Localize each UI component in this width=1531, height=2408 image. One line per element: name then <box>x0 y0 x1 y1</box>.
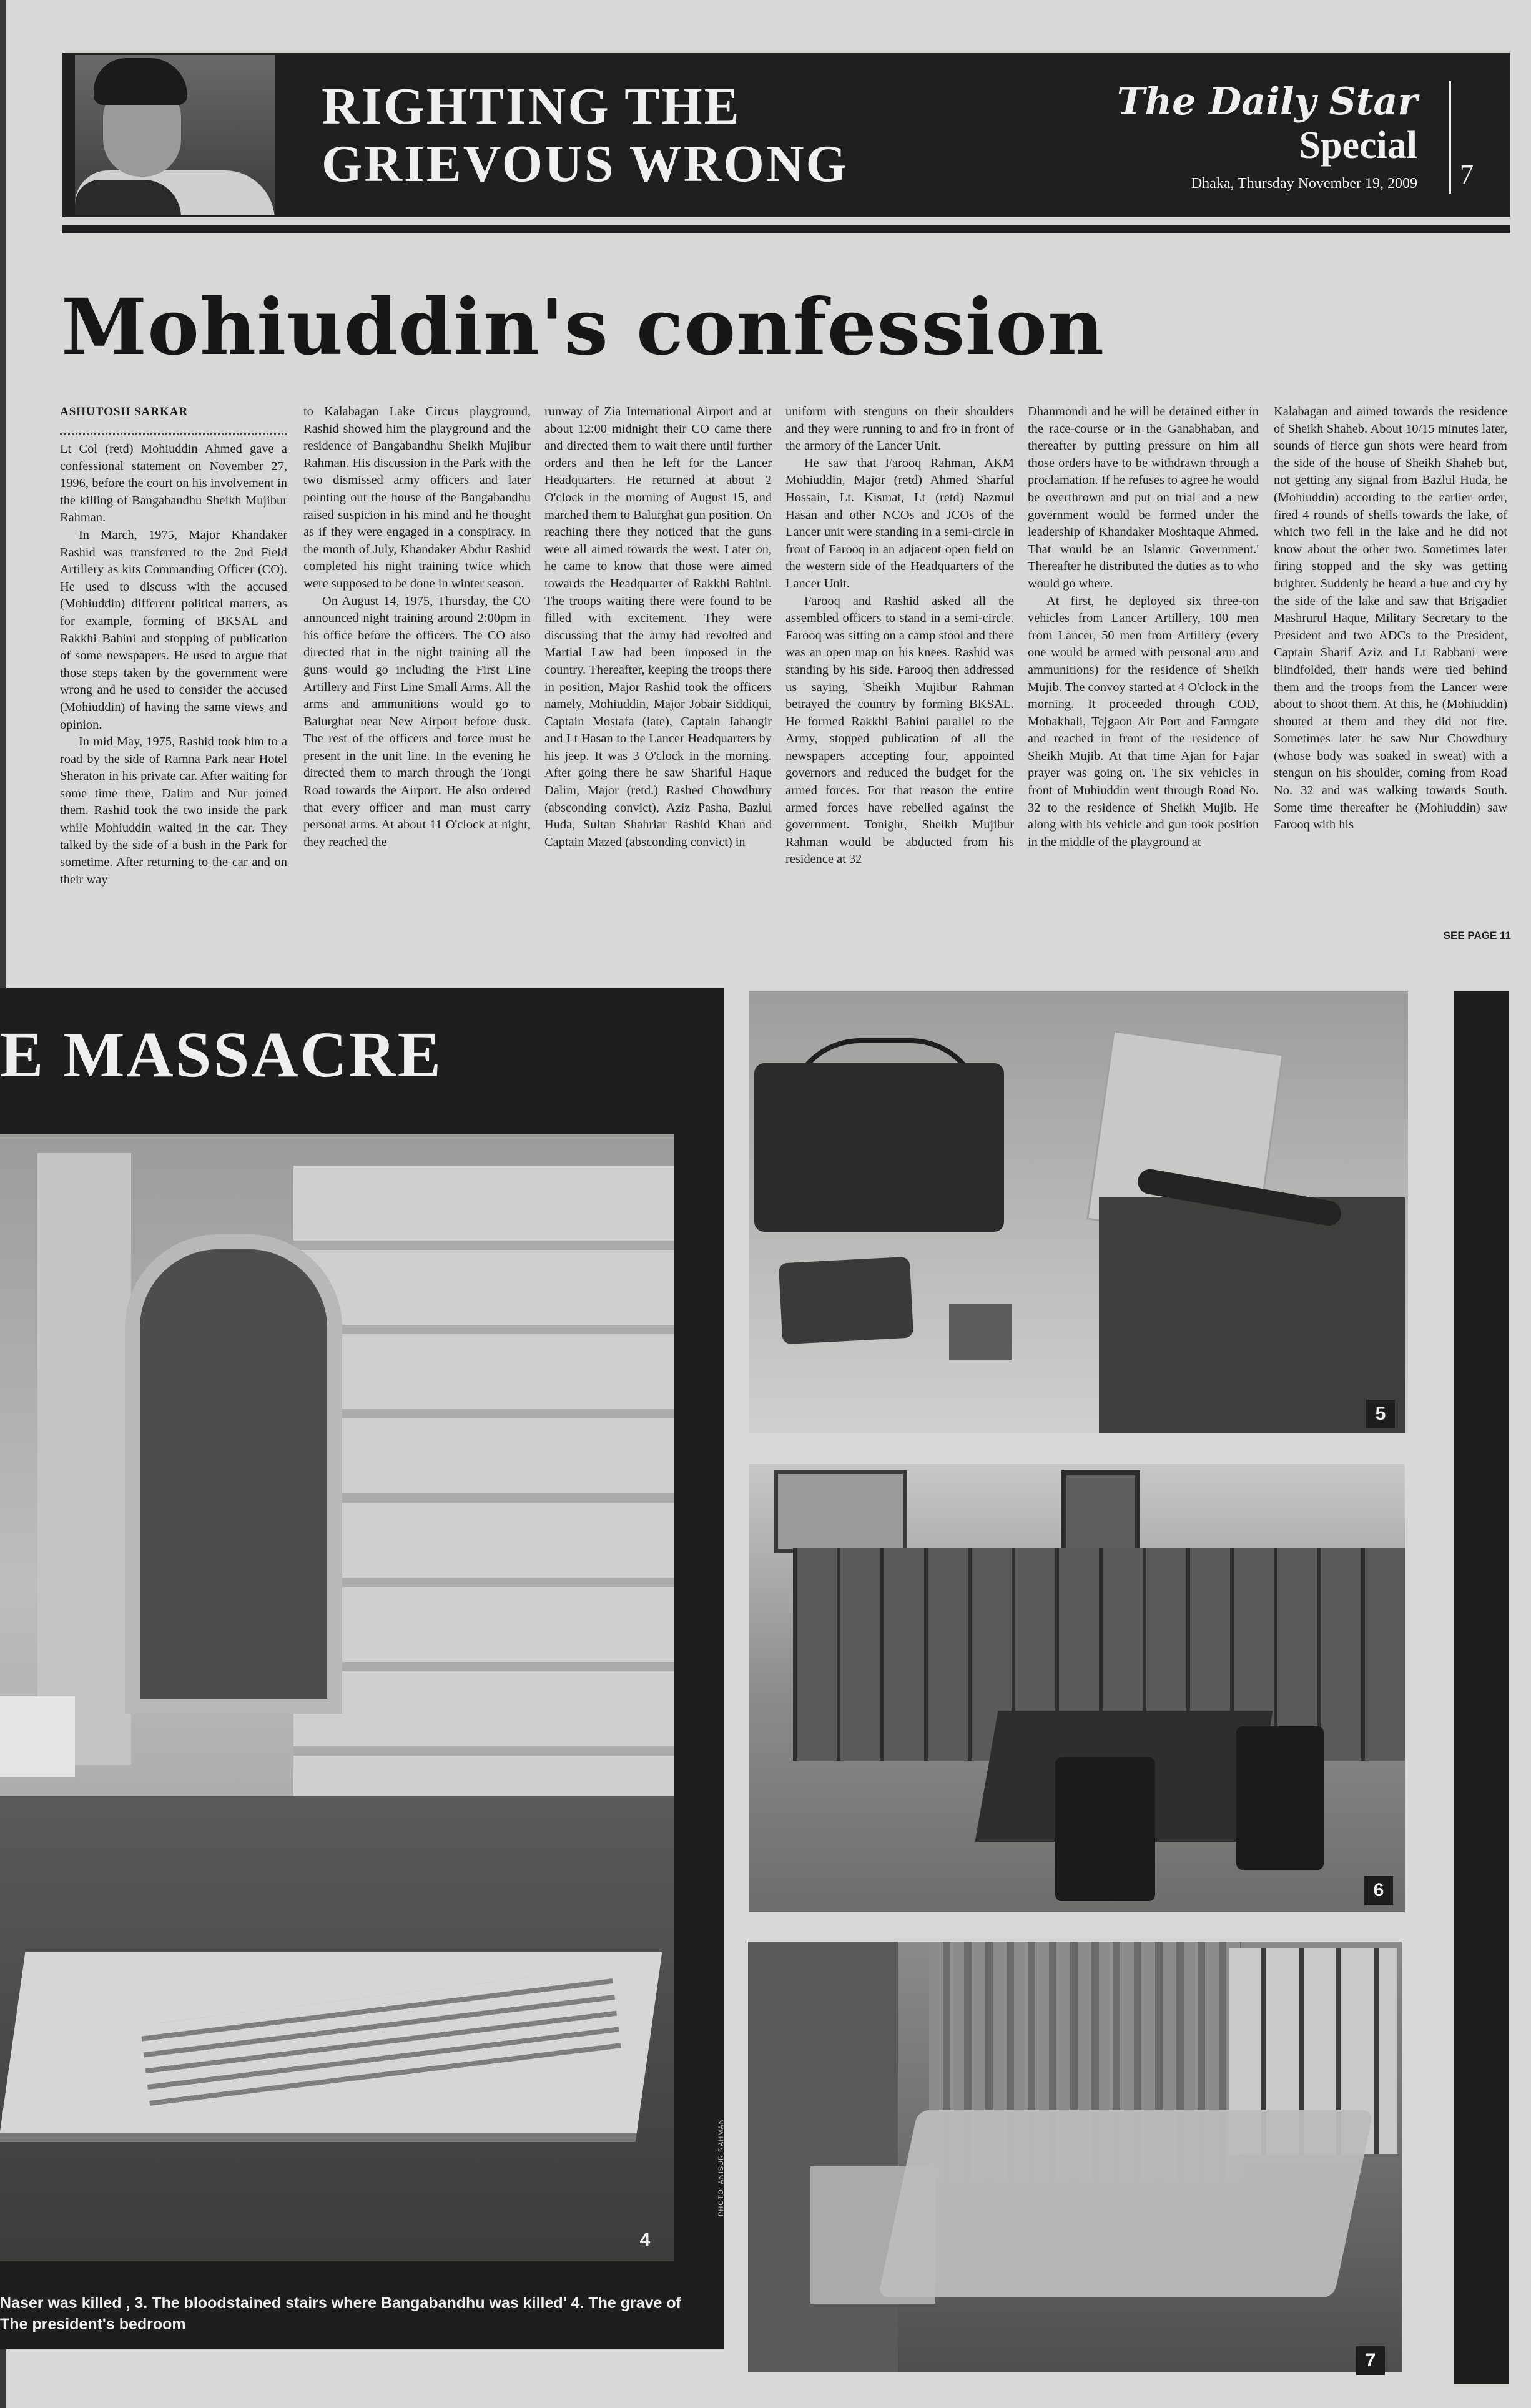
article-column-1 <box>60 441 287 946</box>
photo-number-4: 4 <box>639 2229 651 2250</box>
byline: ASHUTOSH SARKAR <box>60 405 189 418</box>
article-column-3 <box>544 403 772 946</box>
section-title-line-2: GRIEVOUS WRONG <box>322 135 849 193</box>
grave-photo <box>0 1134 674 2261</box>
photo-credit: PHOTO: ANISUR RAHMAN <box>717 2118 725 2216</box>
article-column-4 <box>785 403 1014 946</box>
right-dark-strip <box>1454 991 1509 2384</box>
photo-number-7: 7 <box>1356 2346 1385 2375</box>
portrait-photo <box>75 55 275 215</box>
paragraph: runway of Zia International Airport and at about 12:00 midnight their CO came there and directed them to wait there until further orders and then he left for the Lancer Headquarters. He returned at about 2 O'clock in the morning of August 15, and marched them to Balurghat gun position. On reaching there they noticed that the guns were all aimed towards the west. Later on, he came to know that those were aimed towards the Headquarter of Rakkhi Bahini. The troops waiting there were found to be filled with excitement. They were discussing that the army had revolted and Martial Law had been imposed in the country. Thereafter, keeping the troops there in position, Major Rashid took the officers namely, Mohiuddin, Major Jobair Siddiqui, Captain Mostafa (late), Captain Jahangir and Lt Hasan to the Lancer Headquarters by his jeep. It was 3 O'clock in the morning. After going there he saw Shariful Haque Dalim, Major (retd.) Rashed Chowdhury (absconding convict), Aziz Pasha, Bazlul Huda, Sultan Shahriar Rashid Khan and Captain Mazed (absconding convict) in <box>544 405 772 849</box>
belongings-photo <box>749 991 1408 1433</box>
photo-number-6: 6 <box>1364 1876 1393 1905</box>
brand-special: Special <box>1299 124 1417 167</box>
paragraph: Farooq and Rashid asked all the assembled officers to stand in a semi-circle. Farooq was sitting on a camp stool and there was an open map on his knees. Rashid was standing by his side. Farooq then addressed us saying, 'Sheikh Mujibur Rahman betrayed the country by forming BKSAL. He formed Rakkhi Bahini parallel to the Army, stopped publication of all the newspapers accepting four, appointed governors and reduced the budget for the armed forces. For that reason the entire armed forces have rebelled against the government. Tonight, Sheikh Mujibur Rahman would be abducted from his residence at 32 <box>785 594 1014 867</box>
photo-number-5: 5 <box>1366 1400 1395 1428</box>
paragraph: In March, 1975, Major Khandaker Rashid was transferred to the 2nd Field Artillery as kits Commanding Officer (CO). He used to discuss with the accused (Mohiuddin) different political matters, as for example, forming of BKSAL and Rakkhi Bahini and stopping of publication of some newspapers. He used to argue that those steps taken by the government were wrong and he used to consider the accused (Mohiuddin) of having the same views and opinion. <box>60 528 287 732</box>
paragraph: He saw that Farooq Rahman, AKM Mohiuddin, Major (retd) Ahmed Sharful Hossain, Lt. Kismat, Lt (retd) Nazmul Hasan and other NCOs and JCOs of the Lancer unit were standing in a semi-circle in front of Farooq in an adjacent open field on the western side of the Headquarters of the Lancer Unit. <box>785 456 1014 591</box>
study-room-photo <box>749 1464 1405 1912</box>
dateline: Dhaka, Thursday November 19, 2009 <box>1191 175 1417 192</box>
article-column-6 <box>1274 403 1507 946</box>
photo-caption-line-2: The president's bedroom <box>0 2316 186 2333</box>
header-rule <box>62 225 1510 233</box>
see-page-link[interactable]: SEE PAGE 11 <box>1443 930 1511 941</box>
paragraph: On August 14, 1975, Thursday, the CO announced night training around 2:00pm in his office before the officers. The CO also directed that in the night training all the guns would go including the First Line Artillery and First Line Small Arms. All the arms and ammunitions would go to Balurghat near New Airport before dusk. The rest of the officers and force must be present in the unit line. In the evening he directed them to march through the Tongi Road towards the Airport. He also ordered that every officer and man must carry personal arms. At about 11 O'clock at night, they reached the <box>303 594 531 849</box>
brand-divider <box>1449 81 1451 194</box>
article-column-2 <box>303 403 531 946</box>
photo-caption-line-1: Naser was killed , 3. The bloodstained stairs where Bangabandhu was killed' 4. The grave of <box>0 2294 681 2312</box>
article-headline: Mohiuddin's confession <box>61 282 1105 373</box>
paragraph: to Kalabagan Lake Circus playground, Rashid showed him the playground and the residence of Bangabandhu Sheikh Mujibur Rahman. His discussion in the Park with the two dismissed army officers and later pointing out the house of the Bangabandhu raised suspicion in his mind and he thought as if they were engaged in a conspiracy. In the month of July, Khandaker Abdur Rashid completed his night training twice which were supposed to be done in winter season. <box>303 405 531 591</box>
byline-rule <box>60 433 287 435</box>
paragraph: Dhanmondi and he will be detained either in the race-course or in the Ganabhaban, and thereafter by putting pressure on him all those orders have to be withdrawn through a proclamation. If he refuses to agree he would be overthrown and put on trial and a new government would be formed under the leadership of Khandaker Moshtaque Ahmed. That would be an Islamic Government.' Thereafter he distributed the duties as to who would go where. <box>1028 405 1259 591</box>
paragraph: In mid May, 1975, Rashid took him to a road by the side of Ramna Park near Hotel Sheraton in his private car. After waiting for some time there, Dalim and Nur joined them. Rashid took the two inside the park while Mohiuddin waited in the car. They talked by the side of a bush in the Park for sometime. After returning to the car and on their way <box>60 735 287 887</box>
paragraph: Lt Col (retd) Mohiuddin Ahmed gave a confessional statement on November 27, 1996, before the court on his involvement in the killing of Bangabandhu Sheikh Mujibur Rahman. <box>60 442 287 525</box>
section-title <box>322 78 946 193</box>
photo-caption <box>0 2293 699 2335</box>
page-number: 7 <box>1460 159 1474 190</box>
section-title-line-1: RIGHTING THE <box>322 77 741 135</box>
paragraph: Kalabagan and aimed towards the residence of Sheikh Shaheb. About 10/15 minutes later, sounds of fierce gun shots were heard from the side of the house of Sheikh Shaheb but, not getting any signal from Bazlul Huda, he (Mohiuddin) according to the earlier order, fired 4 rounds of shells towards the lake, of which two fell in the lake and he did not know about the other two. Sometimes later firing stopped and the sky was getting brighter. Suddenly he heard a hue and cry by the side of the lake and saw that Brigadier Mashrurul Haque, Military Secretary to the President and two ADCs to the President, Captain Sharif Aziz and Lt Rabbani were blindfolded, their hands were tied behind them and the troops from the Lancer were about to shoot them. At this, he (Mohiuddin) shouted at them and they did not fire. Sometimes later he saw Nur Chowdhury (whose body was soaked in sweat) with a stengun on his shoulder, coming from Road No. 32 and was walking towards South. Some time thereafter he (Mohiuddin) saw Farooq with his <box>1274 405 1507 832</box>
brand-name: The Daily Star <box>1116 80 1417 124</box>
paragraph: At first, he deployed six three-ton vehicles from Lancer Artillery, 100 men from Lancer, 50 men from Artillery (every one would be armed with personal arm and ammunitions) for the residence of Sheikh Mujib. The convoy started at 4 O'clock in the morning. It proceeded through COD, Mohakhali, Tejgaon Air Port and Farmgate and reached in front of the residence of Sheikh Mujib. At that time Ajan for Fajar prayer was going on. The six vehicles in front of Muhiuddin went through Road No. 32 to the residence of Sheikh Mujib. He along with his vehicle and gun took position in the middle of the playground at <box>1028 594 1259 849</box>
photo-section-title: E MASSACRE <box>0 1019 443 1091</box>
paragraph: uniform with stenguns on their shoulders and they were running to and fro in front of the armory of the Lancer Unit. <box>785 405 1014 453</box>
article-column-5 <box>1028 403 1259 946</box>
bedroom-photo <box>748 1942 1402 2372</box>
masthead-brand <box>1105 80 1417 196</box>
